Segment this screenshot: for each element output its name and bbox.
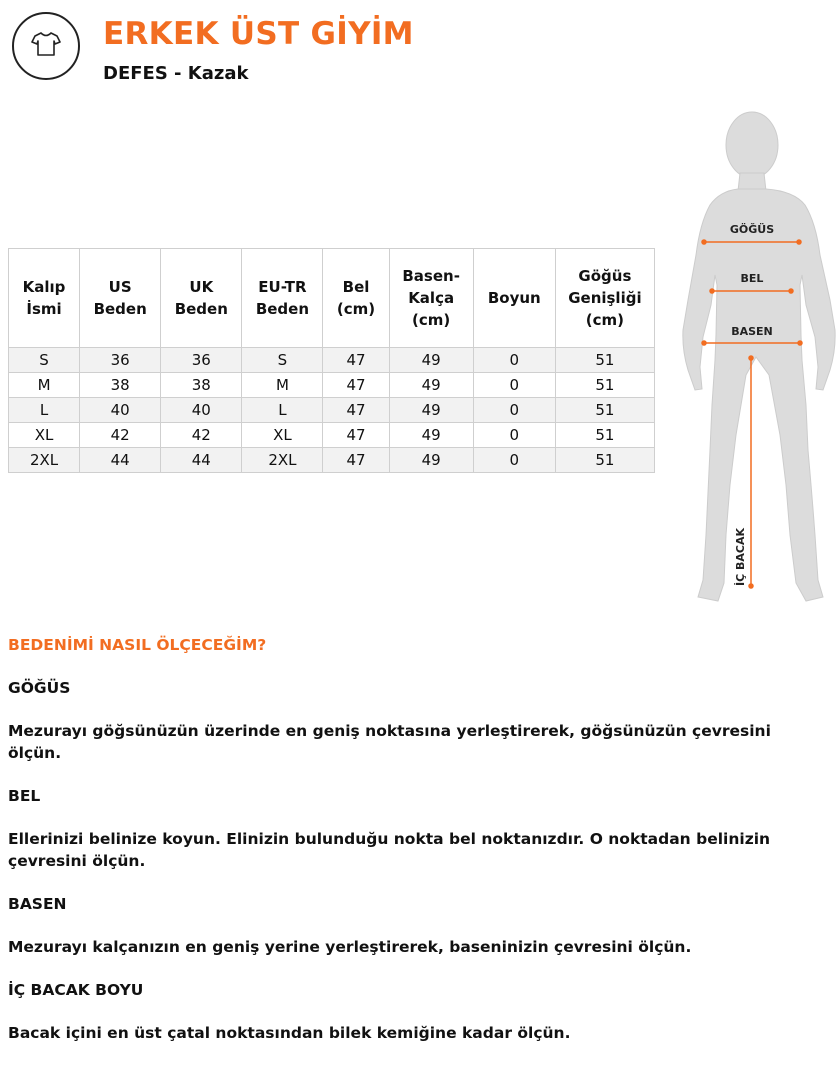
table-cell: 42 <box>80 423 161 448</box>
table-cell: 47 <box>323 398 389 423</box>
table-cell: 40 <box>80 398 161 423</box>
table-cell: XL <box>242 423 323 448</box>
table-cell: 0 <box>473 348 555 373</box>
product-subtitle: DEFES - Kazak <box>103 63 249 84</box>
chest-guide-title: GÖĞÜS <box>8 679 71 697</box>
table-row <box>9 348 655 373</box>
table-cell: 44 <box>80 448 161 473</box>
table-cell: 36 <box>161 348 242 373</box>
column-header: Bel (cm) <box>323 249 389 348</box>
table-row <box>9 373 655 398</box>
table-cell: L <box>9 398 80 423</box>
guide-heading: BEDENİMİ NASIL ÖLÇECEĞİM? <box>8 636 267 654</box>
column-header: Boyun <box>473 249 555 348</box>
table-cell: M <box>242 373 323 398</box>
table-cell: S <box>9 348 80 373</box>
chest-label: GÖĞÜS <box>729 223 775 236</box>
table-cell: 47 <box>323 348 389 373</box>
table-cell: 47 <box>323 448 389 473</box>
column-header: US Beden <box>80 249 161 348</box>
inseam-measure-line <box>749 356 753 588</box>
table-cell: 51 <box>555 348 654 373</box>
inseam-guide-title: İÇ BACAK BOYU <box>8 981 144 999</box>
table-cell: 51 <box>555 398 654 423</box>
table-cell: 38 <box>80 373 161 398</box>
table-cell: 51 <box>555 423 654 448</box>
measurement-guide <box>8 634 808 1065</box>
page-header <box>0 0 840 100</box>
table-cell: 0 <box>473 373 555 398</box>
table-cell: 47 <box>323 373 389 398</box>
table-cell: L <box>242 398 323 423</box>
waist-label: BEL <box>740 272 764 285</box>
table-cell: 49 <box>389 448 473 473</box>
column-header: EU-TR Beden <box>242 249 323 348</box>
table-cell: XL <box>9 423 80 448</box>
tshirt-icon <box>31 31 61 61</box>
table-row <box>9 398 655 423</box>
column-header: Göğüs Genişliği (cm) <box>555 249 654 348</box>
table-header-row <box>9 249 655 348</box>
body-measurement-figure <box>660 105 840 610</box>
body-silhouette <box>683 112 835 601</box>
hip-guide-title: BASEN <box>8 895 67 913</box>
table-cell: 38 <box>161 373 242 398</box>
table-cell: 36 <box>80 348 161 373</box>
size-table <box>8 248 655 473</box>
table-cell: 40 <box>161 398 242 423</box>
table-cell: 47 <box>323 423 389 448</box>
chest-guide-text: Mezurayı göğsünüzün üzerinde en geniş noktasına yerleştirerek, göğsünüzün çevresini ölçün. <box>8 722 771 762</box>
column-header: Kalıp İsmi <box>9 249 80 348</box>
table-row <box>9 448 655 473</box>
table-cell: 2XL <box>9 448 80 473</box>
table-cell: 49 <box>389 373 473 398</box>
table-cell: 51 <box>555 448 654 473</box>
category-logo <box>12 12 80 80</box>
waist-guide-text: Ellerinizi belinize koyun. Elinizin bulunduğu nokta bel noktanızdır. O noktadan belinizin çevresini ölçün. <box>8 830 771 870</box>
table-cell: 51 <box>555 373 654 398</box>
waist-guide-title: BEL <box>8 787 41 805</box>
table-cell: 42 <box>161 423 242 448</box>
table-cell: 49 <box>389 348 473 373</box>
inseam-label: İÇ BACAK <box>734 527 747 586</box>
column-header: UK Beden <box>161 249 242 348</box>
inseam-guide-text: Bacak içini en üst çatal noktasından bilek kemiğine kadar ölçün. <box>8 1024 571 1042</box>
hip-label: BASEN <box>731 325 773 338</box>
table-cell: 44 <box>161 448 242 473</box>
table-cell: M <box>9 373 80 398</box>
column-header: Basen-Kalça (cm) <box>389 249 473 348</box>
table-cell: 49 <box>389 398 473 423</box>
table-cell: 0 <box>473 398 555 423</box>
table-cell: 0 <box>473 423 555 448</box>
table-cell: 0 <box>473 448 555 473</box>
table-cell: 2XL <box>242 448 323 473</box>
table-row <box>9 423 655 448</box>
page-title: ERKEK ÜST GİYİM <box>103 16 414 52</box>
table-cell: S <box>242 348 323 373</box>
hip-guide-text: Mezurayı kalçanızın en geniş yerine yerleştirerek, baseninizin çevresini ölçün. <box>8 938 692 956</box>
table-cell: 49 <box>389 423 473 448</box>
